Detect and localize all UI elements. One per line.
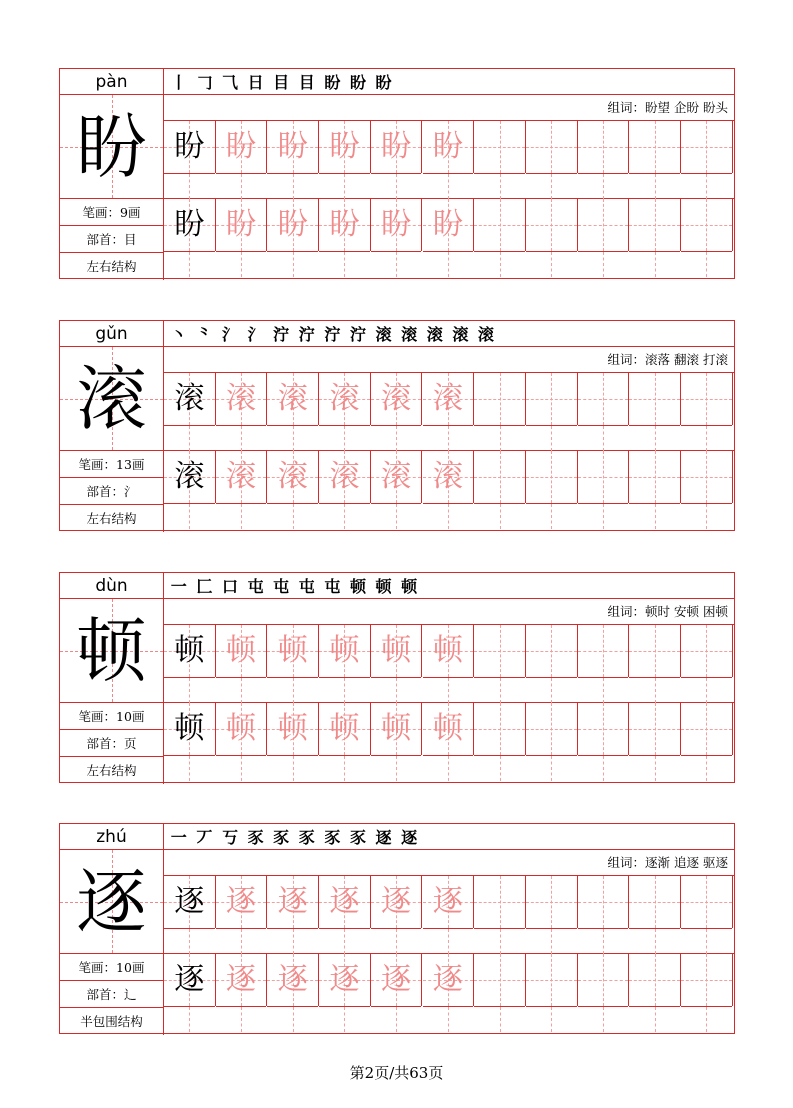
stroke-step: 泞 bbox=[324, 325, 341, 344]
stroke-step: 氵 bbox=[221, 325, 238, 344]
practice-cell bbox=[423, 876, 475, 928]
practice-row bbox=[164, 199, 734, 277]
stroke-step: 顿 bbox=[401, 577, 418, 596]
trace-character: 顿 bbox=[432, 633, 463, 668]
practice-cell bbox=[629, 451, 681, 503]
trace-character: 滚 bbox=[277, 459, 308, 494]
practice-cell bbox=[164, 451, 216, 503]
trace-character: 逐 bbox=[226, 884, 257, 919]
radical: 部首：页 bbox=[60, 730, 164, 757]
practice-cell bbox=[164, 876, 216, 928]
structure: 半包围结构 bbox=[60, 1008, 164, 1035]
practice-cell bbox=[681, 954, 733, 1006]
practice-cell bbox=[681, 121, 733, 173]
stroke-count: 笔画：10画 bbox=[60, 954, 164, 981]
practice-cell bbox=[267, 625, 319, 677]
stroke-step: 屯 bbox=[247, 577, 264, 596]
practice-cell bbox=[526, 199, 578, 251]
stroke-step: 顿 bbox=[349, 577, 366, 596]
practice-cell bbox=[526, 876, 578, 928]
character-block bbox=[59, 572, 735, 783]
stroke-step: 氵 bbox=[247, 325, 264, 344]
practice-cell bbox=[681, 876, 733, 928]
stroke-step: 屯 bbox=[324, 577, 341, 596]
practice-row bbox=[164, 121, 734, 199]
practice-cell bbox=[423, 121, 475, 173]
practice-cell bbox=[216, 199, 268, 251]
trace-character: 逐 bbox=[432, 962, 463, 997]
stroke-step: 泞 bbox=[298, 325, 315, 344]
trace-character: 逐 bbox=[277, 962, 308, 997]
stroke-step: 屯 bbox=[298, 577, 315, 596]
stroke-step: 顿 bbox=[375, 577, 392, 596]
practice-cell bbox=[423, 199, 475, 251]
stroke-step: 泞 bbox=[273, 325, 290, 344]
stroke-step: 豕 bbox=[349, 828, 366, 847]
practice-cell bbox=[526, 954, 578, 1006]
practice-cell bbox=[578, 121, 630, 173]
practice-cell bbox=[681, 199, 733, 251]
trace-character: 滚 bbox=[381, 459, 412, 494]
practice-cell bbox=[319, 373, 371, 425]
trace-character: 顿 bbox=[329, 711, 360, 746]
stroke-step: 逐 bbox=[375, 828, 392, 847]
practice-cell bbox=[474, 625, 526, 677]
trace-character: 逐 bbox=[381, 962, 412, 997]
practice-cell bbox=[267, 121, 319, 173]
practice-row bbox=[164, 876, 734, 954]
trace-character: 顿 bbox=[381, 711, 412, 746]
practice-cell bbox=[526, 121, 578, 173]
stroke-step: ⺄ bbox=[221, 73, 238, 92]
stroke-step: 盼 bbox=[324, 73, 341, 92]
practice-cell bbox=[164, 954, 216, 1006]
practice-cell bbox=[371, 954, 423, 1006]
trace-character: 逐 bbox=[226, 962, 257, 997]
practice-cell bbox=[216, 625, 268, 677]
pinyin: zhú bbox=[60, 824, 164, 850]
practice-cell bbox=[216, 121, 268, 173]
trace-character: 逐 bbox=[432, 884, 463, 919]
trace-character: 顿 bbox=[226, 711, 257, 746]
character-block bbox=[59, 823, 735, 1034]
stroke-step: 丆 bbox=[196, 828, 213, 847]
trace-character: 盼 bbox=[329, 207, 360, 242]
practice-cell bbox=[578, 199, 630, 251]
page-footer: 第2页/共63页 bbox=[349, 1064, 444, 1082]
practice-cell bbox=[164, 373, 216, 425]
practice-cell bbox=[681, 373, 733, 425]
practice-cell bbox=[474, 703, 526, 755]
sample-character: 顿 bbox=[174, 633, 205, 668]
trace-character: 滚 bbox=[226, 459, 257, 494]
practice-row bbox=[164, 373, 734, 451]
practice-cell bbox=[423, 954, 475, 1006]
sample-character: 逐 bbox=[174, 884, 205, 919]
practice-cell bbox=[267, 451, 319, 503]
character-block bbox=[59, 320, 735, 531]
practice-row bbox=[164, 451, 734, 529]
practice-cell bbox=[216, 954, 268, 1006]
structure: 左右结构 bbox=[60, 757, 164, 784]
practice-cell bbox=[578, 876, 630, 928]
sample-character: 盼 bbox=[174, 207, 205, 242]
practice-cell bbox=[526, 625, 578, 677]
structure: 左右结构 bbox=[60, 253, 164, 280]
radical: 部首：辶 bbox=[60, 981, 164, 1008]
practice-cell bbox=[371, 373, 423, 425]
practice-cell bbox=[423, 451, 475, 503]
stroke-order bbox=[164, 824, 734, 850]
stroke-step: 滚 bbox=[426, 325, 443, 344]
stroke-step: 滚 bbox=[375, 325, 392, 344]
practice-cell bbox=[216, 451, 268, 503]
practice-cell bbox=[423, 373, 475, 425]
stroke-step: 滚 bbox=[452, 325, 469, 344]
stroke-order bbox=[164, 321, 734, 347]
model-character: 顿 bbox=[60, 599, 164, 703]
stroke-step: 逐 bbox=[401, 828, 418, 847]
word-list: 组词：盼望 企盼 盼头 bbox=[164, 95, 734, 121]
stroke-step: 盼 bbox=[349, 73, 366, 92]
model-character: 盼 bbox=[60, 95, 164, 199]
stroke-step: 滚 bbox=[477, 325, 494, 344]
stroke-order bbox=[164, 69, 734, 95]
practice-cell bbox=[474, 876, 526, 928]
practice-cell bbox=[629, 876, 681, 928]
practice-cell bbox=[423, 703, 475, 755]
practice-cell bbox=[319, 625, 371, 677]
trace-character: 顿 bbox=[381, 633, 412, 668]
trace-character: 盼 bbox=[432, 129, 463, 164]
stroke-step: 𠃌 bbox=[196, 73, 213, 92]
stroke-step: 屯 bbox=[273, 577, 290, 596]
practice-cell bbox=[629, 121, 681, 173]
stroke-step: 日 bbox=[247, 73, 264, 92]
trace-character: 逐 bbox=[381, 884, 412, 919]
practice-cell bbox=[164, 121, 216, 173]
practice-cell bbox=[423, 625, 475, 677]
character-block bbox=[59, 68, 735, 279]
stroke-step: 匚 bbox=[196, 577, 213, 596]
trace-character: 顿 bbox=[277, 711, 308, 746]
practice-cell bbox=[267, 373, 319, 425]
stroke-step: 一 bbox=[170, 577, 187, 596]
practice-cell bbox=[371, 199, 423, 251]
word-list: 组词：逐渐 追逐 驱逐 bbox=[164, 850, 734, 876]
stroke-step: 丨 bbox=[170, 73, 187, 92]
practice-cell bbox=[526, 373, 578, 425]
stroke-step: 一 bbox=[170, 828, 187, 847]
sample-character: 盼 bbox=[174, 129, 205, 164]
trace-character: 顿 bbox=[277, 633, 308, 668]
sample-character: 顿 bbox=[174, 711, 205, 746]
practice-cell bbox=[474, 121, 526, 173]
trace-character: 盼 bbox=[381, 129, 412, 164]
stroke-count: 笔画：10画 bbox=[60, 703, 164, 730]
practice-cell bbox=[371, 121, 423, 173]
practice-cell bbox=[319, 703, 371, 755]
stroke-step: 丂 bbox=[221, 828, 238, 847]
pinyin: dùn bbox=[60, 573, 164, 599]
word-list: 组词：顿时 安顿 困顿 bbox=[164, 599, 734, 625]
practice-cell bbox=[681, 625, 733, 677]
practice-cell bbox=[526, 703, 578, 755]
practice-cell bbox=[578, 373, 630, 425]
practice-cell bbox=[578, 954, 630, 1006]
practice-cell bbox=[267, 703, 319, 755]
practice-cell bbox=[474, 451, 526, 503]
practice-cell bbox=[526, 451, 578, 503]
practice-cell bbox=[578, 625, 630, 677]
practice-cell bbox=[319, 121, 371, 173]
practice-cell bbox=[371, 451, 423, 503]
practice-cell bbox=[216, 876, 268, 928]
model-character: 滚 bbox=[60, 347, 164, 451]
trace-character: 滚 bbox=[329, 381, 360, 416]
pinyin: pàn bbox=[60, 69, 164, 95]
sample-character: 滚 bbox=[174, 381, 205, 416]
trace-character: 顿 bbox=[432, 711, 463, 746]
stroke-order bbox=[164, 573, 734, 599]
stroke-step: ⺀ bbox=[196, 325, 213, 344]
trace-character: 滚 bbox=[226, 381, 257, 416]
trace-character: 逐 bbox=[329, 962, 360, 997]
trace-character: 逐 bbox=[277, 884, 308, 919]
stroke-step: 滚 bbox=[401, 325, 418, 344]
stroke-step: 盼 bbox=[375, 73, 392, 92]
practice-row bbox=[164, 625, 734, 703]
practice-row bbox=[164, 703, 734, 781]
trace-character: 滚 bbox=[381, 381, 412, 416]
stroke-step: 目 bbox=[273, 73, 290, 92]
practice-cell bbox=[319, 451, 371, 503]
trace-character: 滚 bbox=[432, 459, 463, 494]
practice-cell bbox=[371, 625, 423, 677]
practice-cell bbox=[629, 373, 681, 425]
practice-cell bbox=[629, 199, 681, 251]
trace-character: 盼 bbox=[432, 207, 463, 242]
practice-cell bbox=[371, 703, 423, 755]
practice-cell bbox=[629, 954, 681, 1006]
stroke-step: 豕 bbox=[273, 828, 290, 847]
trace-character: 盼 bbox=[226, 129, 257, 164]
practice-cell bbox=[681, 451, 733, 503]
practice-cell bbox=[474, 373, 526, 425]
trace-character: 盼 bbox=[381, 207, 412, 242]
practice-cell bbox=[267, 954, 319, 1006]
practice-cell bbox=[216, 373, 268, 425]
trace-character: 顿 bbox=[226, 633, 257, 668]
practice-cell bbox=[216, 703, 268, 755]
practice-cell bbox=[319, 876, 371, 928]
stroke-step: 目 bbox=[298, 73, 315, 92]
trace-character: 滚 bbox=[277, 381, 308, 416]
practice-cell bbox=[267, 876, 319, 928]
practice-cell bbox=[164, 625, 216, 677]
stroke-step: 丶 bbox=[170, 325, 187, 344]
stroke-step: 豕 bbox=[247, 828, 264, 847]
stroke-step: 口 bbox=[221, 577, 238, 596]
stroke-step: 泞 bbox=[349, 325, 366, 344]
stroke-step: 豕 bbox=[298, 828, 315, 847]
practice-cell bbox=[164, 199, 216, 251]
trace-character: 盼 bbox=[277, 129, 308, 164]
practice-cell bbox=[629, 703, 681, 755]
radical: 部首：氵 bbox=[60, 478, 164, 505]
pinyin: gǔn bbox=[60, 321, 164, 347]
trace-character: 滚 bbox=[329, 459, 360, 494]
radical: 部首：目 bbox=[60, 226, 164, 253]
practice-cell bbox=[319, 199, 371, 251]
sample-character: 滚 bbox=[174, 459, 205, 494]
trace-character: 盼 bbox=[226, 207, 257, 242]
trace-character: 盼 bbox=[277, 207, 308, 242]
practice-cell bbox=[681, 703, 733, 755]
sample-character: 逐 bbox=[174, 962, 205, 997]
model-character: 逐 bbox=[60, 850, 164, 954]
practice-cell bbox=[319, 954, 371, 1006]
stroke-step: 豕 bbox=[324, 828, 341, 847]
trace-character: 逐 bbox=[329, 884, 360, 919]
stroke-count: 笔画：9画 bbox=[60, 199, 164, 226]
trace-character: 盼 bbox=[329, 129, 360, 164]
practice-cell bbox=[578, 451, 630, 503]
trace-character: 滚 bbox=[432, 381, 463, 416]
practice-cell bbox=[474, 954, 526, 1006]
practice-cell bbox=[629, 625, 681, 677]
practice-cell bbox=[474, 199, 526, 251]
practice-cell bbox=[371, 876, 423, 928]
practice-cell bbox=[267, 199, 319, 251]
practice-cell bbox=[164, 703, 216, 755]
word-list: 组词：滚落 翻滚 打滚 bbox=[164, 347, 734, 373]
structure: 左右结构 bbox=[60, 505, 164, 532]
practice-row bbox=[164, 954, 734, 1032]
stroke-count: 笔画：13画 bbox=[60, 451, 164, 478]
trace-character: 顿 bbox=[329, 633, 360, 668]
practice-cell bbox=[578, 703, 630, 755]
